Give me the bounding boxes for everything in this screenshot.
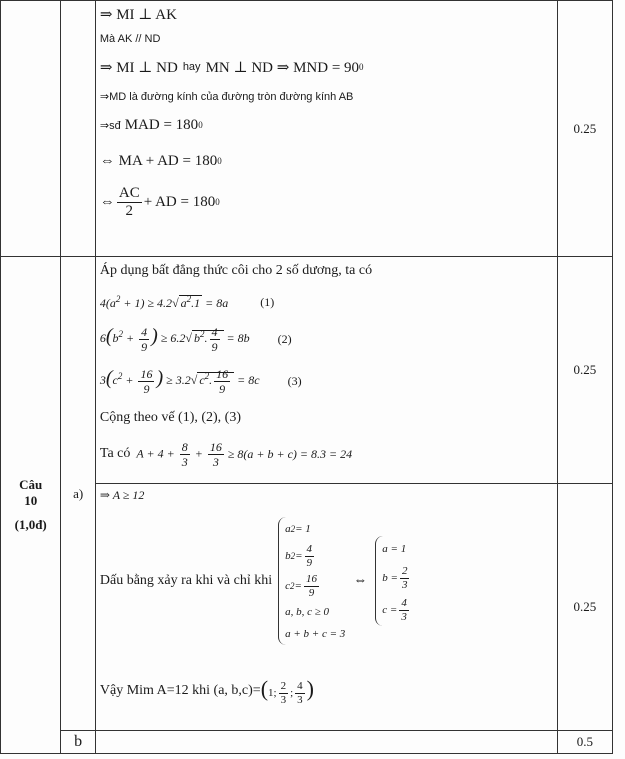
line-ak-parallel-nd: Mà AK // ND bbox=[99, 33, 161, 45]
inequality-1: $4(a^2 + 1) \ge 4.2√$ $a^2.1 = 8a$ (1) bbox=[99, 293, 275, 310]
part-a-row bbox=[1, 257, 613, 484]
score-part-a: 0.25 bbox=[557, 257, 612, 484]
question-label: Câu 10 (1,0đ) bbox=[1, 257, 61, 754]
system-1: a 2 = 1 b 2 = $\frac{4}{9}$ c 2 = $\frac{16}{9}$ a, b, c ≥ 0 a + b + c = 3 bbox=[278, 517, 345, 645]
part-b-label: b bbox=[61, 731, 95, 754]
score-part-a2: 0.25 bbox=[557, 484, 612, 731]
line-ac-half-ad: ⇔ $\frac{AC}{2}$ + AD = 180 0 bbox=[99, 184, 220, 219]
a-geq-12: ⇒ A ≥ 12 bbox=[99, 487, 145, 502]
part-a-continued-content bbox=[95, 484, 557, 731]
line-mad-180: ⇒sđ MAD = 180 0 bbox=[99, 116, 203, 133]
score-geometry: 0.25 bbox=[557, 1, 612, 257]
geometry-content bbox=[95, 1, 557, 257]
line-ma-ad-180: ⇔ MA + AD = 180 0 bbox=[99, 152, 222, 169]
sum-line: Cộng theo vế (1), (2), (3) bbox=[99, 410, 242, 425]
line-mi-perp-ak: ⇒ MI ⊥ AK bbox=[99, 6, 177, 23]
intro-line: Áp dụng bất đẳng thức côi cho 2 số dương, ta có bbox=[99, 263, 373, 278]
geometry-row bbox=[1, 1, 613, 257]
system-2: a = 1 b = $\frac{2}{3}$ c = $\frac{4}{3}$ bbox=[375, 536, 411, 626]
inequality-3: $3(c^2$ + $\frac{16}{9}$ ) ≥ 3.2√ $c^2$. $\frac{16}{9}$ = 8c (3) bbox=[99, 366, 302, 396]
part-b-row bbox=[1, 731, 613, 754]
result-line: Ta có A + 4 + $\frac{8}{3}$ + $\frac{16}{3}$ ≥ 8(a + b + c) = 8.3 = 24 bbox=[99, 439, 353, 469]
score-part-b: 0.5 bbox=[557, 731, 612, 754]
equality-condition: Dấu bằng xảy ra khi và chỉ khi a 2 = 1 b 2 = $\frac{4}{9}$ c 2 = $\frac{16}{9}$ a, b, c ≥ 0 a + b + c = 3 ⇔ a = 1 b = $\frac{2}{3}$ c = $\frac{4}{3}$ bbox=[100, 506, 557, 656]
inequality-2: $6(b^2$ + $\frac{4}{9}$ ) ≥ 6.2√ $b^2$. $\frac{4}{9}$ = 8b (2) bbox=[99, 324, 292, 354]
line-mnd-90: ⇒ MI ⊥ ND hay MN ⊥ ND ⇒ MND = 90 0 bbox=[99, 59, 364, 76]
part-a-content bbox=[95, 257, 557, 484]
line-md-diameter: ⇒MD là đường kính của đường tròn đường kính AB bbox=[99, 90, 354, 103]
part-a-label: a) bbox=[61, 257, 95, 731]
conclusion-line: Vậy Mim A=12 khi (a, b,c)= (1; $\frac{2}{3}$ ; $\frac{4}{3}$ ) bbox=[99, 676, 314, 706]
